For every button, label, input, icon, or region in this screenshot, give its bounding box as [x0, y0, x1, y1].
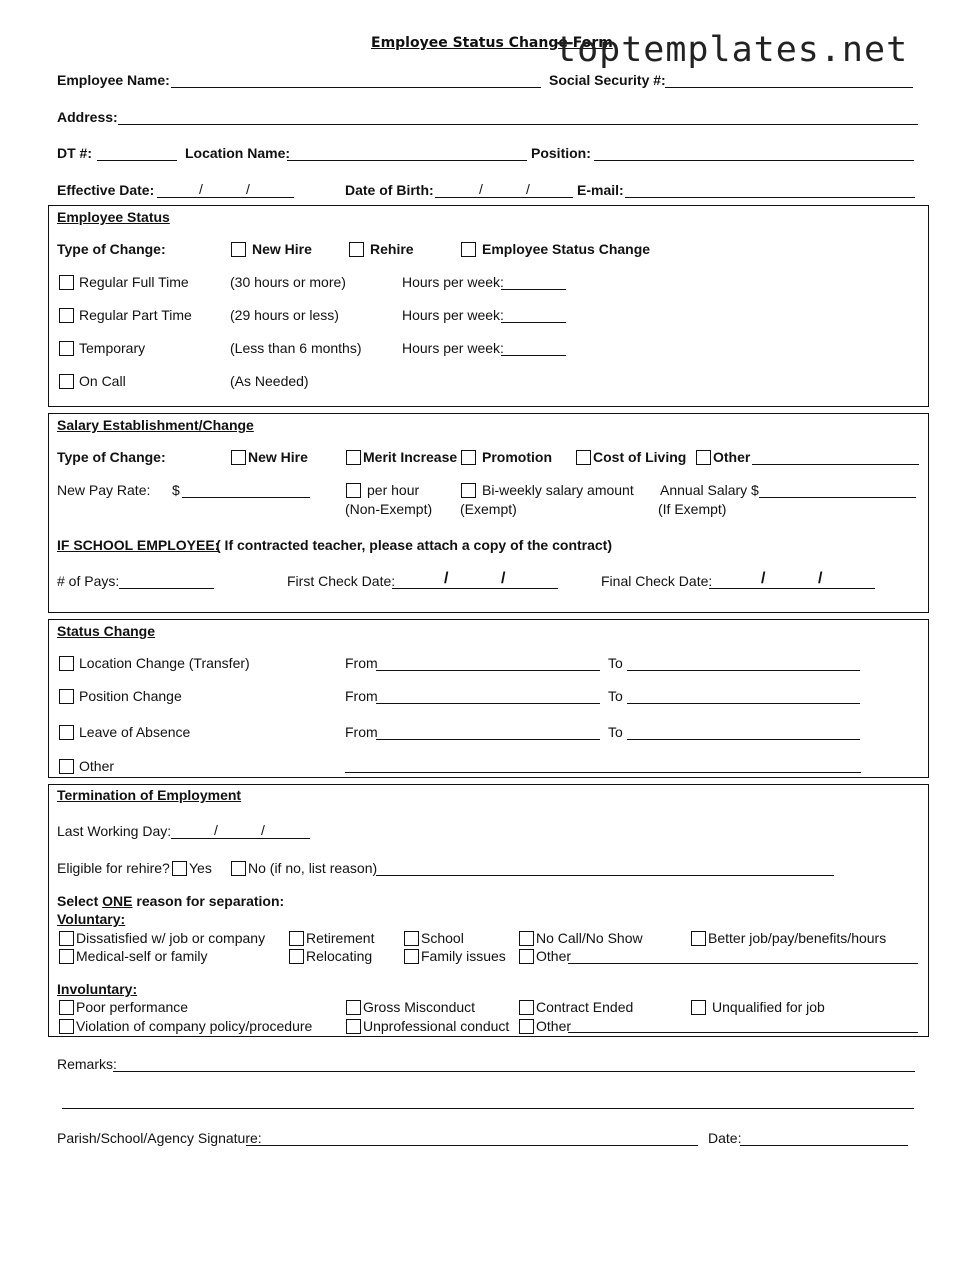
gross-misconduct-label: Gross Misconduct [363, 999, 476, 1015]
leave-of-absence-checkbox[interactable] [59, 725, 74, 740]
location-from-field[interactable] [376, 670, 600, 671]
first-check-label: First Check Date: [287, 573, 396, 589]
promotion-checkbox[interactable] [461, 450, 476, 465]
rehire-checkbox[interactable] [349, 242, 364, 257]
watermark: toptemplates.net [555, 30, 909, 70]
cost-of-living-label: Cost of Living [593, 449, 687, 465]
position-to-field[interactable] [627, 703, 860, 704]
poor-performance-label: Poor performance [76, 999, 189, 1015]
num-pays-label: # of Pays: [57, 573, 120, 589]
location-change-checkbox[interactable] [59, 656, 74, 671]
retirement-checkbox[interactable] [289, 931, 304, 946]
rehire-reason-field[interactable] [376, 875, 834, 876]
salary-heading: Salary Establishment/Change [57, 417, 254, 433]
employee-name-label: Employee Name: [57, 72, 170, 88]
unprofessional-label: Unprofessional conduct [363, 1018, 510, 1034]
salary-type-of-change-label: Type of Change: [57, 449, 166, 465]
biweekly-label: Bi-weekly salary amount [482, 482, 634, 498]
regular-part-time-checkbox[interactable] [59, 308, 74, 323]
no-call-checkbox[interactable] [519, 931, 534, 946]
employee-name-field[interactable] [171, 87, 541, 88]
cost-of-living-checkbox[interactable] [576, 450, 591, 465]
select-post: reason for separation: [132, 893, 285, 909]
position-from-field[interactable] [376, 703, 600, 704]
employee-status-change-label: Employee Status Change [482, 241, 651, 257]
from-label: From [345, 724, 378, 740]
signature-label: Parish/School/Agency Signature: [57, 1130, 262, 1146]
position-label: Position: [531, 145, 591, 161]
status-other-label: Other [79, 758, 115, 774]
salary-other-field[interactable] [752, 464, 919, 465]
location-name-label: Location Name: [185, 145, 291, 161]
unqualified-checkbox[interactable] [691, 1000, 706, 1015]
better-job-checkbox[interactable] [691, 931, 706, 946]
hours-per-week-label: Hours per week: [402, 340, 504, 356]
medical-label: Medical-self or family [76, 948, 208, 964]
select-pre: Select [57, 893, 103, 909]
select-reason-heading [57, 893, 284, 909]
per-hour-label: per hour [367, 482, 420, 498]
dissatisfied-checkbox[interactable] [59, 931, 74, 946]
date-slash: / [214, 822, 218, 838]
dob-field[interactable] [435, 197, 573, 198]
status-other-checkbox[interactable] [59, 759, 74, 774]
on-call-note: (As Needed) [230, 373, 309, 389]
temporary-label: Temporary [79, 340, 146, 356]
remarks-field[interactable] [113, 1071, 915, 1072]
dob-label: Date of Birth: [345, 182, 434, 198]
dt-label: DT #: [57, 145, 92, 161]
rehire-no-checkbox[interactable] [231, 861, 246, 876]
violation-checkbox[interactable] [59, 1019, 74, 1034]
retirement-label: Retirement [306, 930, 375, 946]
type-of-change-label: Type of Change: [57, 241, 166, 257]
date-field[interactable] [740, 1145, 908, 1146]
on-call-checkbox[interactable] [59, 374, 74, 389]
annual-salary-label: Annual Salary $ [660, 482, 759, 498]
termination-heading: Termination of Employment [57, 787, 242, 803]
employee-status-section [48, 205, 929, 407]
contract-ended-label: Contract Ended [536, 999, 634, 1015]
to-label: To [608, 655, 623, 671]
rehire-no-label: No (if no, list reason) [248, 860, 378, 876]
relocating-label: Relocating [306, 948, 373, 964]
salary-other-checkbox[interactable] [696, 450, 711, 465]
effective-date-field[interactable] [157, 197, 294, 198]
merit-increase-checkbox[interactable] [346, 450, 361, 465]
final-check-label: Final Check Date: [601, 573, 713, 589]
date-label: Date: [708, 1130, 742, 1146]
if-exempt-label: (If Exempt) [658, 501, 727, 517]
salary-other-label: Other [713, 449, 751, 465]
regular-full-time-note: (30 hours or more) [230, 274, 346, 290]
new-pay-rate-field[interactable] [182, 497, 310, 498]
leave-from-field[interactable] [376, 739, 600, 740]
unqualified-label: Unqualified for job [712, 999, 825, 1015]
to-label: To [608, 724, 623, 740]
employee-status-heading: Employee Status [57, 209, 170, 225]
ssn-label: Social Security #: [549, 72, 666, 88]
poor-performance-checkbox[interactable] [59, 1000, 74, 1015]
school-checkbox[interactable] [404, 931, 419, 946]
temporary-checkbox[interactable] [59, 341, 74, 356]
dissatisfied-label: Dissatisfied w/ job or company [76, 930, 266, 946]
new-pay-rate-label: New Pay Rate: [57, 482, 151, 498]
school-employee-label: IF SCHOOL EMPLOYEE: [57, 537, 220, 553]
dollar-sign: $ [172, 482, 180, 498]
hours-per-week-field[interactable] [501, 322, 566, 323]
involuntary-other-label: Other [536, 1018, 572, 1034]
last-working-day-field[interactable] [171, 838, 310, 839]
date-slash: / [199, 181, 203, 197]
ssn-field[interactable] [665, 87, 913, 88]
contract-ended-checkbox[interactable] [519, 1000, 534, 1015]
location-name-field[interactable] [287, 160, 527, 161]
involuntary-other-field[interactable] [568, 1032, 918, 1033]
on-call-label: On Call [79, 373, 126, 389]
new-hire-checkbox[interactable] [231, 242, 246, 257]
last-working-day-label: Last Working Day: [57, 823, 172, 839]
effective-date-label: Effective Date: [57, 182, 155, 198]
leave-of-absence-label: Leave of Absence [79, 724, 191, 740]
exempt-label: (Exempt) [460, 501, 517, 517]
regular-full-time-label: Regular Full Time [79, 274, 189, 290]
involuntary-heading: Involuntary: [57, 981, 138, 997]
date-slash: / [501, 570, 506, 587]
biweekly-checkbox[interactable] [461, 483, 476, 498]
violation-label: Violation of company policy/procedure [76, 1018, 313, 1034]
medical-checkbox[interactable] [59, 949, 74, 964]
from-label: From [345, 688, 378, 704]
status-change-heading: Status Change [57, 623, 156, 639]
regular-full-time-checkbox[interactable] [59, 275, 74, 290]
email-label: E-mail: [577, 182, 624, 198]
hours-per-week-label: Hours per week: [402, 274, 504, 290]
rehire-label: Rehire [370, 241, 414, 257]
relocating-checkbox[interactable] [289, 949, 304, 964]
position-change-label: Position Change [79, 688, 182, 704]
salary-new-hire-checkbox[interactable] [231, 450, 246, 465]
involuntary-other-checkbox[interactable] [519, 1019, 534, 1034]
remarks-field-line-2[interactable] [62, 1108, 914, 1109]
voluntary-heading: Voluntary: [57, 911, 126, 927]
status-other-field[interactable] [345, 772, 861, 773]
gross-misconduct-checkbox[interactable] [346, 1000, 361, 1015]
date-slash: / [526, 181, 530, 197]
non-exempt-label: (Non-Exempt) [345, 501, 433, 517]
voluntary-other-field[interactable] [568, 963, 918, 964]
regular-part-time-label: Regular Part Time [79, 307, 192, 323]
hours-per-week-label: Hours per week: [402, 307, 504, 323]
temporary-note: (Less than 6 months) [230, 340, 362, 356]
location-change-label: Location Change (Transfer) [79, 655, 250, 671]
school-employee-note: ( If contracted teacher, please attach a copy of the contract) [216, 537, 612, 553]
employee-status-change-checkbox[interactable] [461, 242, 476, 257]
signature-field[interactable] [246, 1145, 698, 1146]
voluntary-other-checkbox[interactable] [519, 949, 534, 964]
leave-to-field[interactable] [627, 739, 860, 740]
from-label: From [345, 655, 378, 671]
unprofessional-checkbox[interactable] [346, 1019, 361, 1034]
regular-part-time-note: (29 hours or less) [230, 307, 339, 323]
date-slash: / [761, 570, 766, 587]
date-slash: / [479, 181, 483, 197]
first-check-field[interactable] [392, 588, 558, 589]
dt-field[interactable] [97, 160, 177, 161]
to-label: To [608, 688, 623, 704]
merit-increase-label: Merit Increase [363, 449, 458, 465]
date-slash: / [444, 570, 449, 587]
family-issues-label: Family issues [421, 948, 506, 964]
no-call-label: No Call/No Show [536, 930, 643, 946]
position-field[interactable] [594, 160, 914, 161]
rehire-yes-checkbox[interactable] [172, 861, 187, 876]
family-issues-checkbox[interactable] [404, 949, 419, 964]
address-label: Address: [57, 109, 118, 125]
hours-per-week-field[interactable] [501, 355, 566, 356]
salary-new-hire-label: New Hire [248, 449, 308, 465]
num-pays-field[interactable] [119, 588, 214, 589]
form-title: Employee Status Change Form [371, 35, 613, 51]
select-one: ONE [102, 893, 133, 909]
date-slash: / [246, 181, 250, 197]
voluntary-other-label: Other [536, 948, 572, 964]
address-field[interactable] [118, 124, 918, 125]
per-hour-checkbox[interactable] [346, 483, 361, 498]
date-slash: / [261, 822, 265, 838]
final-check-field[interactable] [709, 588, 875, 589]
date-slash: / [818, 570, 823, 587]
position-change-checkbox[interactable] [59, 689, 74, 704]
rehire-yes-label: Yes [189, 860, 212, 876]
new-hire-label: New Hire [252, 241, 312, 257]
hours-per-week-field[interactable] [501, 289, 566, 290]
email-field[interactable] [625, 197, 915, 198]
eligible-rehire-label: Eligible for rehire? [57, 860, 170, 876]
annual-salary-field[interactable] [759, 497, 916, 498]
remarks-label: Remarks: [57, 1056, 117, 1072]
better-job-label: Better job/pay/benefits/hours [708, 930, 887, 946]
school-label: School [421, 930, 464, 946]
promotion-label: Promotion [482, 449, 552, 465]
location-to-field[interactable] [627, 670, 860, 671]
